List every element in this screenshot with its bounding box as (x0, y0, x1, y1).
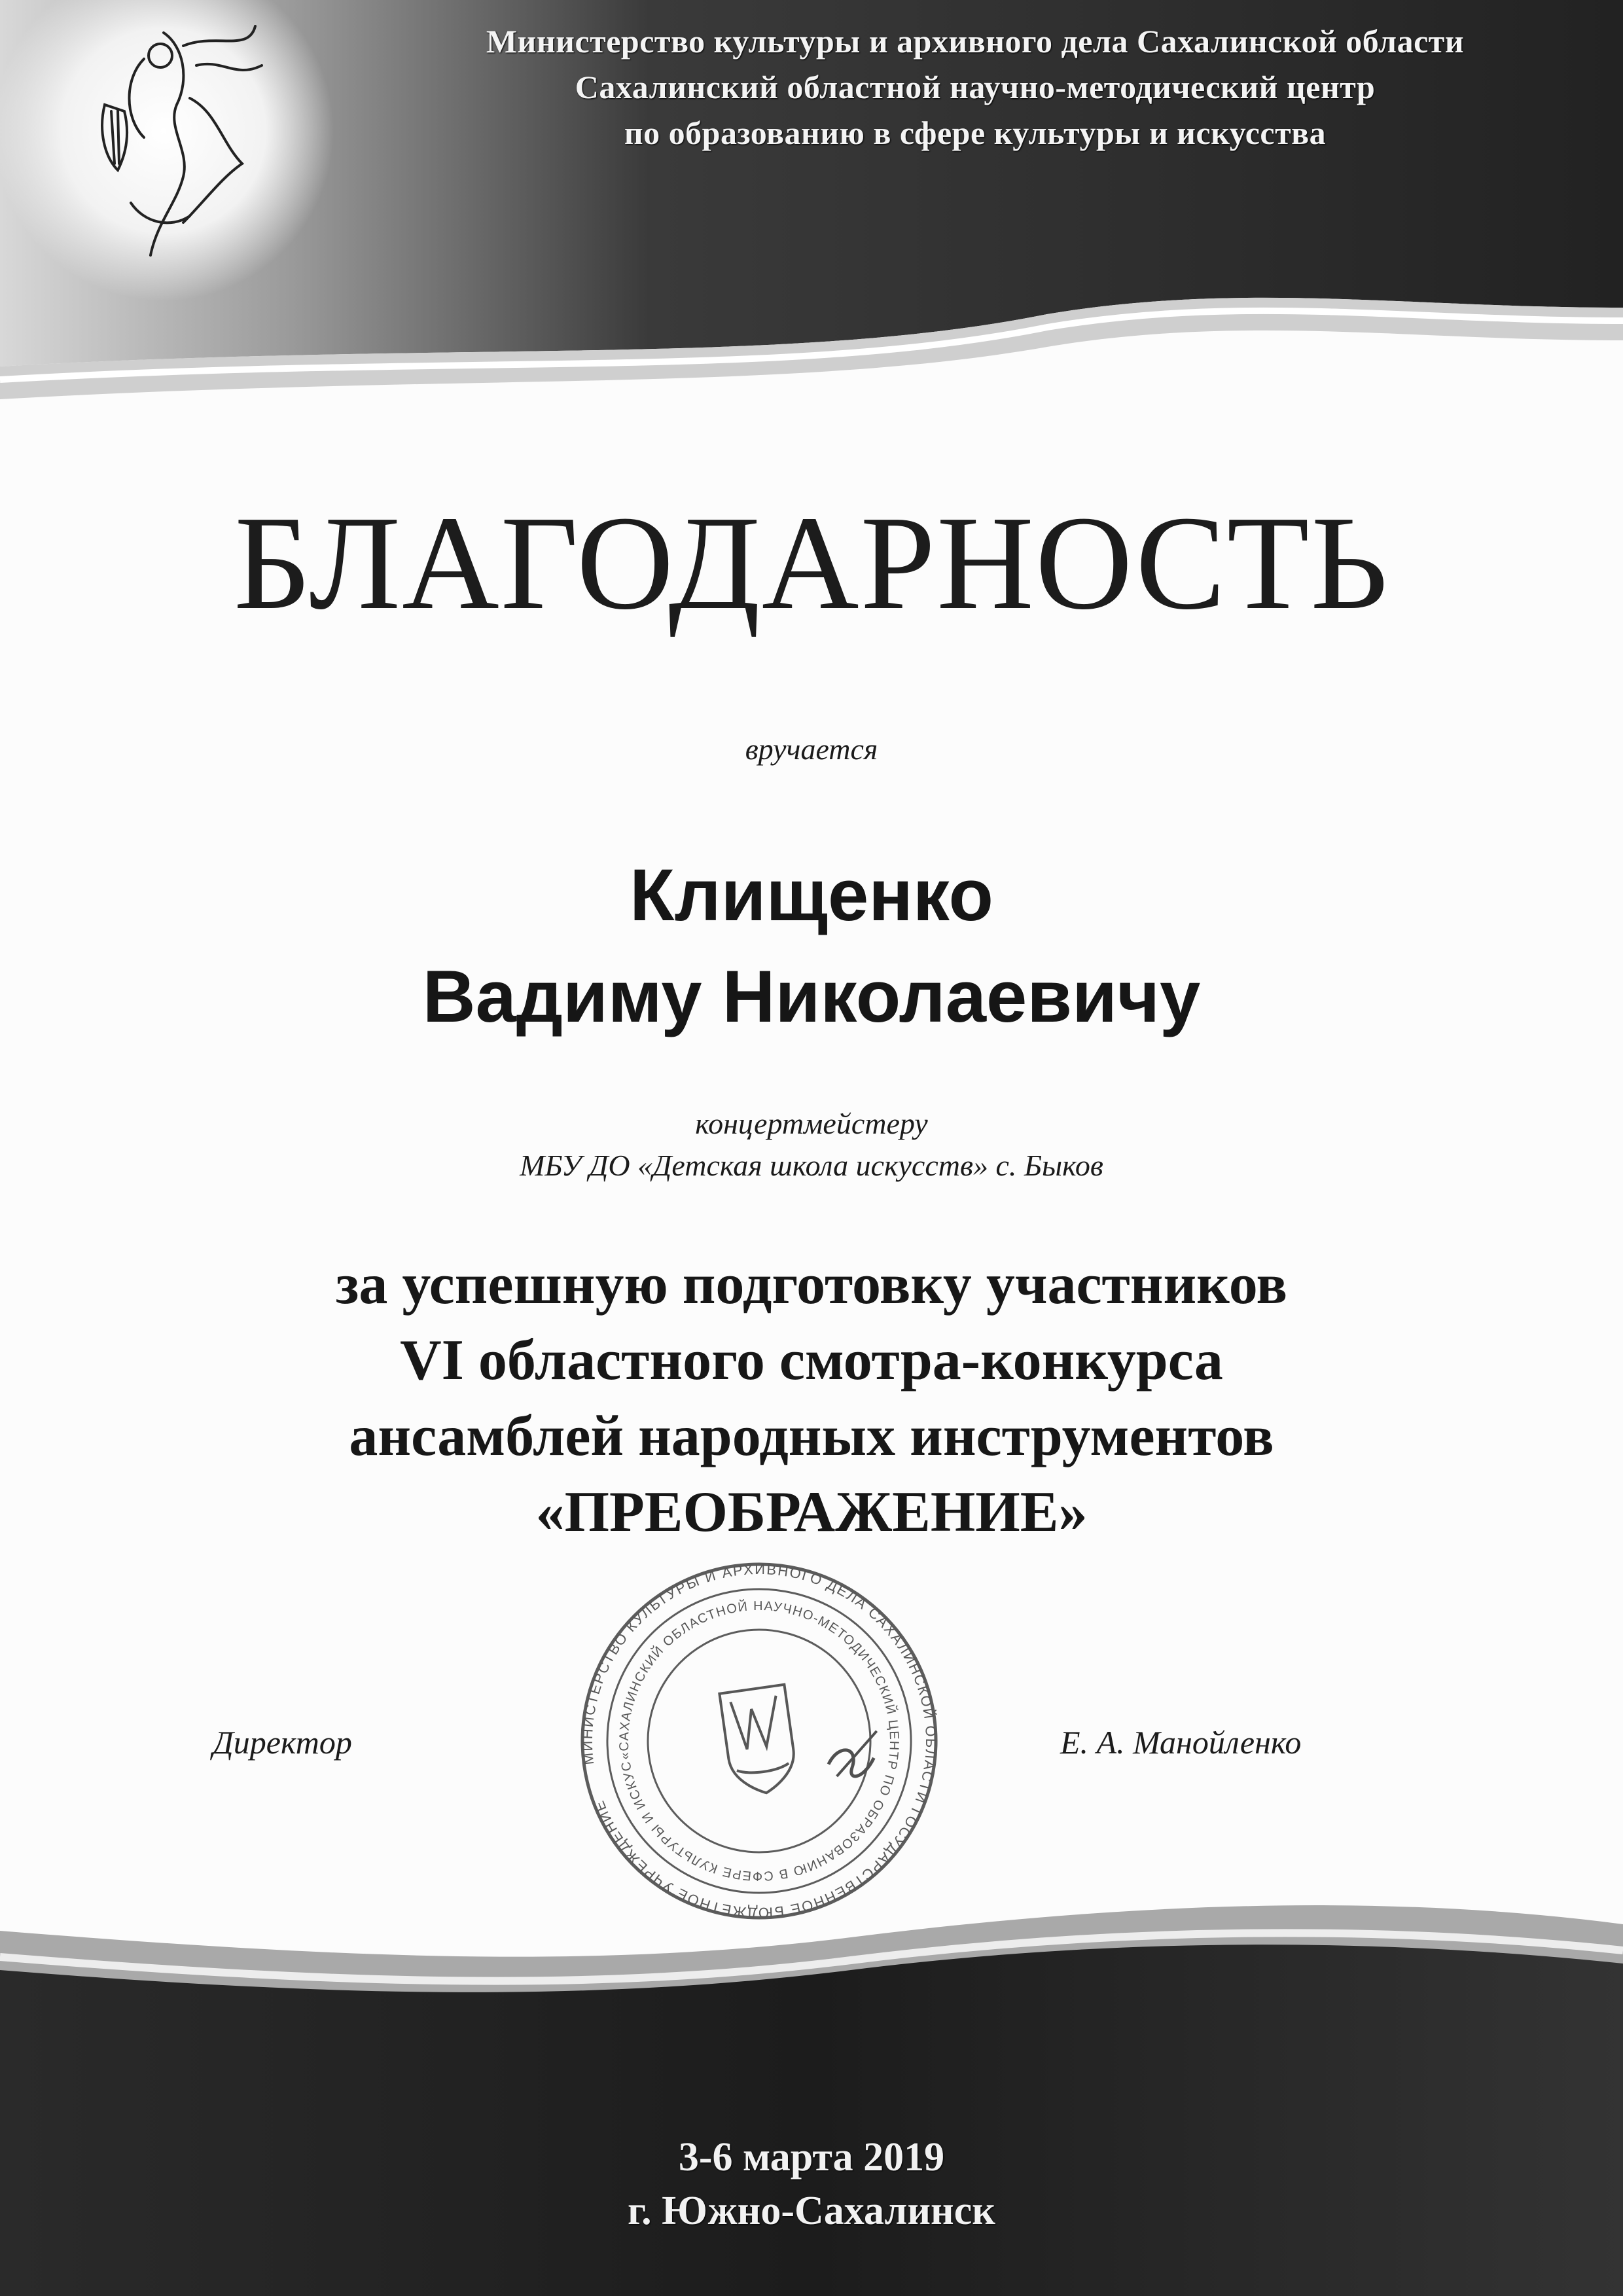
event-city: г. Южно-Сахалинск (627, 2189, 996, 2233)
recipient-organization: МБУ ДО «Детская школа искусств» с. Быков (520, 1149, 1103, 1182)
event-date: 3-6 марта 2019 (678, 2135, 945, 2179)
reason-line-3: ансамблей народных инструментов (349, 1405, 1274, 1468)
signatory-title: Директор (213, 1724, 352, 1761)
stamp-inner-text: «САХАЛИНСКИЙ ОБЛАСТНОЙ НАУЧНО-МЕТОДИЧЕСКИЙ ЦЕНТР ПО ОБРАЗОВАНИЮ В СФЕРЕ КУЛЬТУРЫ И ИСКУССТВА» (616, 1598, 902, 1884)
recipient-surname: Клищенко (630, 854, 993, 936)
recipient-name-patronymic: Вадиму Николаевичу (422, 956, 1201, 1037)
reason-line-1: за успешную подготовку участников (335, 1253, 1288, 1316)
recipient-position: концертмейстеру (695, 1107, 928, 1140)
reason-line-4: «ПРЕОБРАЖЕНИЕ» (535, 1480, 1088, 1544)
official-stamp (550, 1558, 969, 1924)
issuer-header (366, 18, 1584, 156)
event-footer (0, 2130, 1623, 2238)
lyre-muse-logo-icon (26, 7, 301, 281)
stamp-outer-text: МИНИСТЕРСТВО КУЛЬТУРЫ И АРХИВНОГО ДЕЛА САХАЛИНСКОЙ ОБЛАСТИ ГОСУДАРСТВЕННОЕ БЮДЖЕТНОЕ УЧРЕЖДЕНИЕ (579, 1560, 940, 1922)
issuer-line-center: Сахалинский областной научно-методический центр (575, 69, 1376, 105)
award-reason (0, 1247, 1623, 1551)
recipient-role (0, 1103, 1623, 1187)
coat-of-arms-icon (719, 1685, 798, 1797)
signatory-name: Е. А. Манойленко (1060, 1724, 1302, 1761)
certificate-title: БЛАГОДАРНОСТЬ (234, 488, 1389, 637)
awarded-label: вручается (745, 732, 878, 766)
issuer-line-ministry: Министерство культуры и архивного дела Сахалинской области (486, 23, 1465, 60)
recipient-name (0, 844, 1623, 1047)
reason-line-2: VI областного смотра-конкурса (400, 1329, 1223, 1392)
issuer-line-field: по образованию в сфере культуры и искусства (624, 115, 1327, 151)
